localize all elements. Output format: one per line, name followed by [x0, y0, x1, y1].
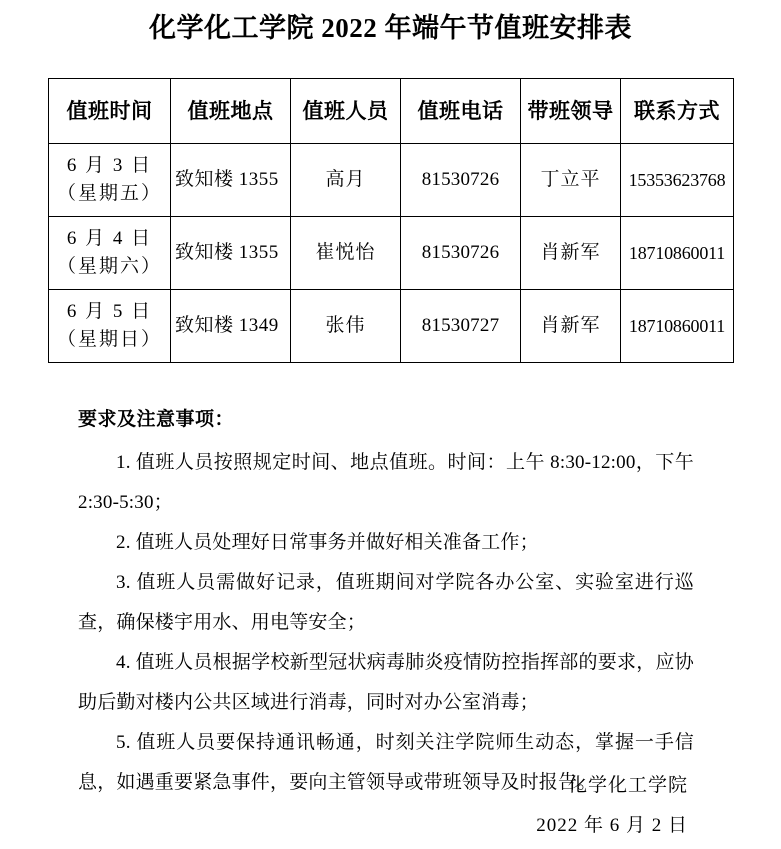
note-item-1: 1. 值班人员按照规定时间、地点值班。时间：上午 8:30-12:00，下午 2:30-5:30；	[78, 452, 694, 513]
duty-date: 6 月 3 日	[66, 155, 153, 176]
cell-duty-time	[49, 144, 171, 217]
cell-duty-place	[171, 290, 291, 363]
duty-weekday: （星期六）	[56, 256, 162, 277]
notes-heading: 要求及注意事项：	[78, 409, 235, 430]
column-header-duty-person: 值班人员	[291, 79, 401, 144]
cell-duty-person: 崔悦怡	[291, 217, 401, 290]
signature-date: 2022 年 6 月 2 日	[536, 815, 688, 836]
duty-date: 6 月 4 日	[66, 228, 153, 249]
notes-section	[78, 405, 694, 803]
cell-duty-phone: 81530726	[401, 217, 521, 290]
table-row	[49, 144, 734, 217]
cell-duty-time	[49, 290, 171, 363]
contact-number: 15353623768	[628, 170, 726, 190]
page-title: 化学化工学院 2022 年端午节值班安排表	[149, 13, 632, 43]
cell-duty-person: 高月	[291, 144, 401, 217]
cell-duty-person: 张伟	[291, 290, 401, 363]
table-header-row	[49, 79, 734, 144]
contact-number: 18710860011	[628, 316, 726, 336]
column-header-duty-leader: 带班领导	[521, 79, 621, 144]
note-item-3: 3. 值班人员需做好记录，值班期间对学院各办公室、实验室进行巡查，确保楼宇用水、用电等安全；	[78, 572, 694, 633]
duty-weekday: （星期五）	[56, 183, 162, 204]
cell-duty-phone: 81530726	[401, 144, 521, 217]
cell-duty-leader: 肖新军	[521, 217, 621, 290]
cell-duty-leader: 丁立平	[521, 144, 621, 217]
duty-weekday: （星期日）	[56, 329, 162, 350]
cell-duty-place	[171, 144, 291, 217]
note-item-4: 4. 值班人员根据学校新型冠状病毒肺炎疫情防控指挥部的要求，应协助后勤对楼内公共区域进行消毒，同时对办公室消毒；	[78, 652, 694, 713]
column-header-duty-place: 值班地点	[171, 79, 291, 144]
cell-duty-phone: 81530727	[401, 290, 521, 363]
duty-schedule-table	[48, 78, 734, 363]
column-header-contact: 联系方式	[621, 79, 734, 144]
table-row	[49, 290, 734, 363]
cell-contact	[621, 290, 734, 363]
column-header-duty-time: 值班时间	[49, 79, 171, 144]
duty-place-text: 致知楼 1349	[175, 315, 279, 336]
cell-duty-leader: 肖新军	[521, 290, 621, 363]
note-item-5: 5. 值班人员要保持通讯畅通，时刻关注学院师生动态，掌握一手信息，如遇重要紧急事件，要向主管领导或带班领导及时报告。	[78, 732, 694, 793]
duty-place-text: 致知楼 1355	[175, 242, 279, 263]
duty-date: 6 月 5 日	[66, 301, 153, 322]
cell-duty-place	[171, 217, 291, 290]
cell-contact	[621, 144, 734, 217]
contact-number: 18710860011	[628, 243, 726, 263]
table-row	[49, 217, 734, 290]
signature-block	[78, 766, 694, 846]
cell-contact	[621, 217, 734, 290]
note-item-2: 2. 值班人员处理好日常事务并做好相关准备工作；	[116, 532, 539, 553]
column-header-duty-phone: 值班电话	[401, 79, 521, 144]
cell-duty-time	[49, 217, 171, 290]
duty-place-text: 致知楼 1355	[175, 169, 279, 190]
signature-organization: 化学化工学院	[567, 775, 688, 796]
